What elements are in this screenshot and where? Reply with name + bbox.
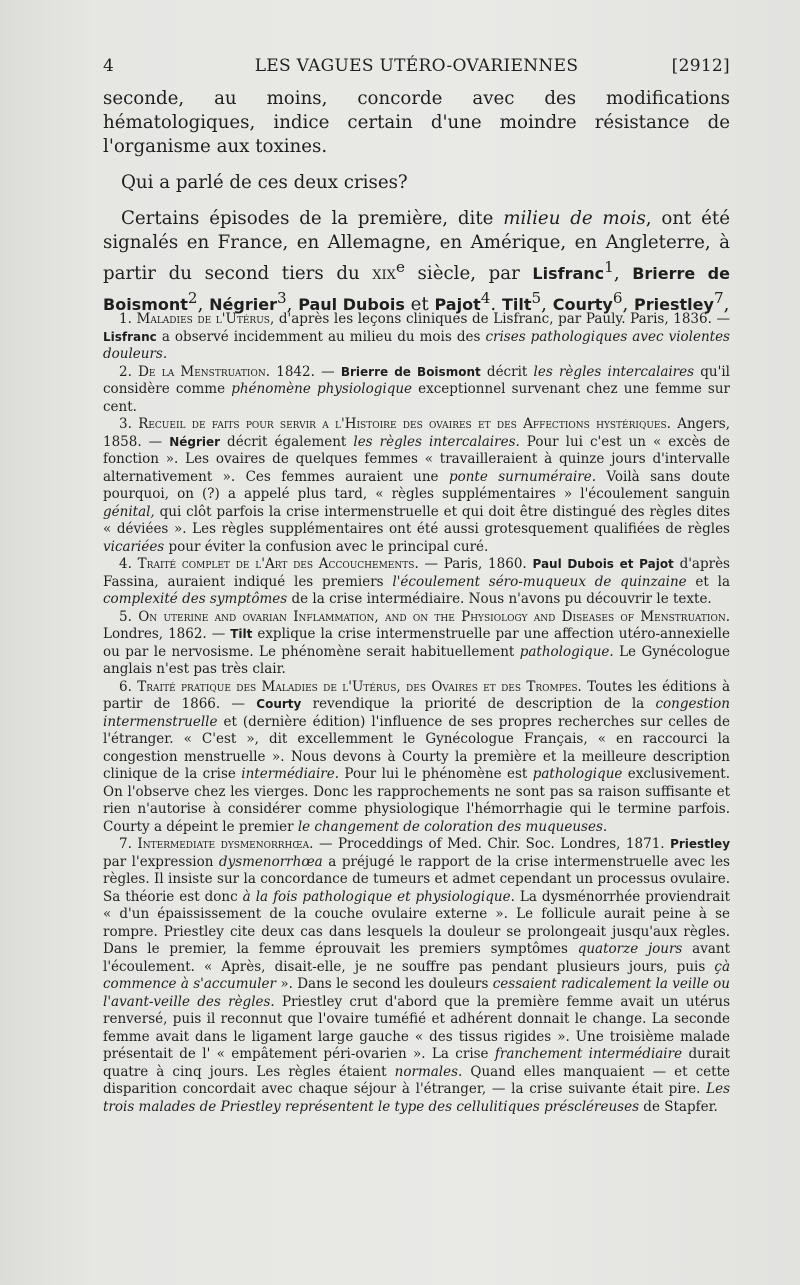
paragraph-1: seconde, au moins, concorde avec des modifications hématologiques, indice certain d'une moindre résistance de l'organisme aux toxines. — [103, 88, 730, 157]
footnote-1: 1. Maladies de l'Utérus, d'après les leçons cliniques de Lisfranc, par Pauly. Paris, 1836. — Lisfranc a observé incidemment au milieu du mois des crises pathologiques avec violentes douleurs. — [103, 311, 730, 362]
footnote-7: 7. Intermediate dysmenorrhœa. — Proceddings of Med. Chir. Soc. Londres, 1871. Priestley par l'expression dysmenorrhœa a préjugé le rapport de la crise intermenstruelle avec les règles. Il insiste sur la concordance de tumeurs et admet cependant un processus ovulaire. Sa théorie est donc à la fois pathologique et physiologique. La dysménorrhée proviendrait « d'un épaississement de la couche ovulaire externe ». Le follicule aurait peine à se rompre. Priestley cite deux cas dans lesquels la douleur se prolongeait jusqu'aux règles. Dans le premier, la femme éprouvait les premiers symptômes quatorze jours avant l'écoulement. « Après, disait-elle, je ne souffre pas pendant plusieurs jours, puis çà commence à s'accumuler ». Dans le second les douleurs cessaient radicalement la veille ou l'avant-veille des règles. Priestley crut d'abord que la première femme avait un utérus renversé, puis il reconnut que l'ovaire tuméfié et adhérent donnait le change. La seconde femme avait dans le ligament large gauche « des tissus rigides ». Une troisième malade présentait de l' « empâtement péri-ovarien ». La crise franchement intermédiaire durait quatre à cinq jours. Les règles étaient normales. Quand elles manquaient — et cette disparition concordait avec chaque séjour à l'étranger, — la crise suivante était pire. Les trois malades de Priestley représentent le type des cellulitiques préscléreuses de Stapfer. — [103, 836, 731, 1115]
author-name: Courty — [552, 295, 613, 315]
footnote-4: 4. Traité complet de l'Art des Accouchements. — Paris, 1860. Paul Dubois et Pajot d'après Fassina, auraient indiqué les premiers l'écoulement séro-muqueux de quinzaine et la complexité des symptômes de la crise intermédiaire. Nous n'avons pu découvrir le texte. — [103, 556, 730, 607]
footnote-5: 5. On uterine and ovarian Inflammation, and on the Physiology and Diseases of Menstruation. Londres, 1862. — Tilt explique la crise intermenstruelle par une affection utéro-annexielle ou par le nervosisme. Le phénomène serait habituellement pathologique. Le Gynécologue anglais n'est pas très clair. — [103, 608, 730, 677]
footnote-3: 3. Recueil de faits pour servir a l'Histoire des ovaires et des Affections hystériques. Angers, 1858. — Négrier décrit également les règles intercalaires. Pour lui c'est un « excès de fonction ». Les ovaires de quelques femmes « travailleraient à quinze jours d'intervalle alternativement ». Ces femmes auraient une ponte surnuméraire. Voilà sans doute pourquoi, on (?) a appelé plus tard, « règles supplémentaires » l'écoulement sanguin génital, qui clôt parfois la crise intermenstruelle et qui doit être distingué des règles dites « déviées ». Les règles supplémentaires ont été aussi grotesquement qualifiées de règles vicariées pour éviter la confusion avec le principal curé. — [103, 416, 730, 555]
author-name: Brierre de Boismont — [103, 264, 730, 315]
author-name: Pajot — [434, 295, 481, 315]
page-header — [103, 56, 730, 82]
author-name: Priestley — [634, 295, 714, 315]
main-text — [103, 87, 730, 317]
paragraph-2: Qui a parlé de ces deux crises? — [121, 172, 408, 193]
footnotes — [103, 311, 730, 1116]
author-name: Lisfranc — [532, 264, 605, 284]
author-name: Tilt — [501, 295, 532, 315]
author-name: Paul Dubois — [298, 295, 405, 315]
footnote-2: 2. De la Menstruation. 1842. — Brierre de Boismont décrit les règles intercalaires qu'il considère comme phénomène physiologique exceptionnel survenant chez une femme sur cent. — [103, 363, 731, 415]
century: xix — [372, 263, 396, 285]
footnote-6: 6. Traité pratique des Maladies de l'Utérus, des Ovaires et des Trompes. Toutes les éditions à partir de 1866. — Courty revendique la priorité de description de la congestion intermenstruelle et (dernière édition) l'influence de ses propres recherches sur celles de l'étranger. « C'est », dit excellemment le Gynécologue Français, « en raccourci la congestion menstruelle ». Nous devons à Courty la première et la meilleure description clinique de la crise intermédiaire. Pour lui le phénomène est pathologique exclusivement. On l'observe chez les vierges. Donc les rapprochements ne sont pas sa raison suffisante et rien n'autorise à considérer comme physiologique l'hémorrhagie qui le termine parfois. Courty a dépeint le premier le changement de coloration des muqueuses. — [103, 678, 731, 835]
paragraph-3: Certains épisodes de la première, dite milieu de mois, ont été signalés en France, en Allemagne, en Amérique, en Angleterre, à partir du second tiers du xix$^e$ siècle, par Lisfranc$^1$, Brierre de Boismont$^2$, Négrier$^3$, Paul Dubois et Pajot$^4$. Tilt$^5$, Courty$^6$, Priestley$^7$, — [103, 208, 730, 316]
page-number: 4 — [103, 56, 115, 76]
author-name: Négrier — [209, 295, 277, 315]
page-reference: [2912] — [671, 56, 730, 76]
running-title: LES VAGUES UTÉRO-OVARIENNES — [254, 56, 579, 76]
